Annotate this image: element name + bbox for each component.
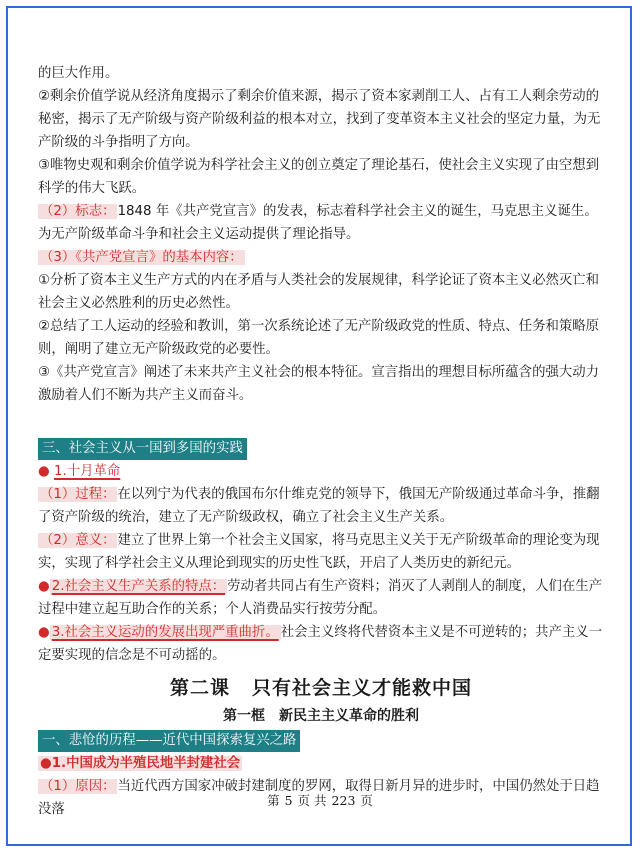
- paragraph-text: 1848 年《共产党宣言》的发表，标志着科学社会主义的诞生，马克思主义诞生。为无产阶级革命斗争和社会主义运动提供了理论指导。: [38, 204, 598, 242]
- label-highlight: （1）过程：: [40, 487, 116, 502]
- section-heading: [38, 729, 604, 752]
- section-heading-bar: 一、悲怆的历程——近代中国探索复兴之路: [38, 730, 300, 752]
- lesson-title: [38, 703, 604, 729]
- footer-prefix: 第: [267, 793, 280, 808]
- paragraph: [38, 529, 604, 575]
- label-highlight: （1）原因：: [40, 779, 116, 794]
- lesson-number: 第一框: [223, 708, 265, 724]
- chapter-name: 只有社会主义才能救中国: [252, 677, 473, 699]
- paragraph-text: 社会主义终将代替资本主义是不可逆转的；共产主义一定要实现的信念是不可动摇的。: [38, 625, 603, 663]
- page-number: 5: [284, 793, 293, 808]
- item-title: 1.十月革命: [53, 464, 121, 479]
- paragraph: [38, 200, 604, 246]
- paragraph: [38, 575, 604, 621]
- paragraph: 的巨大作用。: [38, 66, 119, 81]
- label-highlight: （2）意义：: [40, 533, 116, 548]
- lesson-name: 新民主主义革命的胜利: [279, 708, 419, 724]
- item-heading: [38, 752, 604, 775]
- item-heading: [38, 460, 604, 483]
- page-footer: [0, 791, 640, 809]
- chapter-number: 第二课: [169, 677, 230, 699]
- spacer: [38, 407, 604, 437]
- paragraph: [38, 483, 604, 529]
- section-heading: [38, 437, 604, 460]
- item-title: 2.社会主义生产关系的特点：: [51, 579, 226, 594]
- paragraph: ②剩余价值学说从经济角度揭示了剩余价值来源，揭示了资本家剥削工人、占有工人剩余劳动的秘密，揭示了无产阶级与资产阶级利益的根本对立，找到了变革资本主义社会的坚定力量，为无产阶级的斗争指明了方向。: [38, 89, 601, 150]
- paragraph-text: 在以列宁为代表的俄国布尔什维克党的领导下，俄国无产阶级通过革命斗争，推翻了资产阶级的统治，建立了无产阶级政权，确立了社会主义生产关系。: [38, 487, 600, 525]
- footer-word: 页: [297, 793, 311, 808]
- bullet-icon: ●: [38, 625, 50, 640]
- chapter-title: [38, 673, 604, 703]
- paragraph: ①分析了资本主义生产方式的内在矛盾与人类社会的发展规律，科学论证了资本主义必然灭亡和社会主义必然胜利的历史必然性。: [38, 273, 600, 311]
- paragraph-text: 建立了世界上第一个社会主义国家，将马克思主义关于无产阶级革命的理论变为现实，实现了科学社会主义从理论到现实的历史性飞跃，开启了人类历史的新纪元。: [38, 533, 600, 571]
- paragraph: ③《共产党宣言》阐述了未来共产主义社会的根本特征。宣言指出的理想目标所蕴含的强大动力激励着人们不断为共产主义而奋斗。: [38, 365, 600, 403]
- paragraph: [38, 246, 604, 269]
- page-content: [38, 62, 604, 821]
- bullet-icon: ●: [38, 464, 50, 479]
- paragraph-text: 当近代西方国家冲破封建制度的罗网，取得日新月异的进步时，中国仍然处于日趋没落: [38, 779, 600, 817]
- paragraph: ③唯物史观和剩余价值学说为科学社会主义的创立奠定了理论基石，使社会主义实现了由空想到科学的伟大飞跃。: [38, 158, 600, 196]
- footer-word: 共: [314, 793, 327, 808]
- bullet-icon: ●: [38, 579, 50, 594]
- item-title-highlight: [38, 756, 242, 771]
- paragraph: [38, 621, 604, 667]
- item-title: 3.社会主义运动的发展出现严重曲折。: [51, 625, 279, 640]
- item-title: 1.中国成为半殖民地半封建社会: [51, 756, 241, 771]
- page-total: 223: [331, 793, 356, 808]
- label-highlight: （2）标志：: [40, 204, 116, 219]
- paragraph: ②总结了工人运动的经验和教训，第一次系统论述了无产阶级政党的性质、特点、任务和策略原则，阐明了建立无产阶级政党的必要性。: [38, 319, 600, 357]
- bullet-icon: ●: [40, 756, 52, 771]
- section-heading-bar: 三、社会主义从一国到多国的实践: [38, 438, 247, 460]
- paragraph-text: 劳动者共同占有生产资料；消灭了人剥削人的制度，人们在生产过程中建立起互助合作的关系；个人消费品实行按劳分配。: [38, 579, 603, 617]
- footer-suffix: 页: [360, 793, 373, 808]
- label-highlight: （3）《共产党宣言》的基本内容：: [40, 250, 243, 265]
